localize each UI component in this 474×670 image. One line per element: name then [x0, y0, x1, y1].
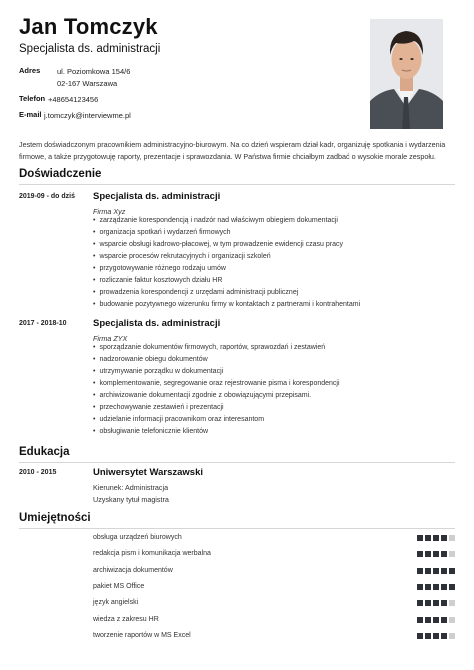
- skill-name: język angielski: [93, 599, 139, 607]
- skill-dot-filled: [433, 600, 439, 606]
- skill-dot-filled: [449, 568, 455, 574]
- skill-dot-empty: [449, 535, 455, 541]
- job-duties-list: [93, 215, 360, 311]
- skill-dot-filled: [425, 551, 431, 557]
- skill-name: tworzenie raportów w MS Excel: [93, 631, 191, 639]
- skill-dot-filled: [433, 568, 439, 574]
- skill-dot-filled: [425, 535, 431, 541]
- list-item: • sporządzanie dokumentów firmowych, raportów, sprawozdań i zestawień: [93, 342, 340, 354]
- skill-dot-filled: [417, 600, 423, 606]
- skill-dot-filled: [441, 568, 447, 574]
- list-item: • przechowywanie zestawień i prezentacji: [93, 402, 340, 414]
- skill-dot-filled: [425, 600, 431, 606]
- job-duties-list: [93, 342, 340, 438]
- skill-dot-filled: [417, 584, 423, 590]
- skill-dot-filled: [449, 584, 455, 590]
- education-field: Kierunek: Administracja: [93, 483, 169, 492]
- skill-dot-empty: [449, 633, 455, 639]
- profile-photo: [370, 19, 443, 129]
- skill-dot-filled: [425, 584, 431, 590]
- list-item: • udzielanie informacji pracownikom oraz interesantom: [93, 414, 340, 426]
- skill-dot-empty: [449, 600, 455, 606]
- job-company: Firma ZYX: [93, 334, 128, 343]
- skill-dot-filled: [441, 633, 447, 639]
- job-title: Specjalista ds. administracji: [93, 191, 221, 202]
- list-item: • nadzorowanie obiegu dokumentów: [93, 354, 340, 366]
- skill-dot-filled: [417, 568, 423, 574]
- list-item: • obsługiwanie telefonicznie klientów: [93, 426, 340, 438]
- skill-dot-filled: [417, 633, 423, 639]
- divider: [19, 462, 455, 463]
- skill-dot-filled: [441, 617, 447, 623]
- list-item: • przygotowywanie różnego rodzaju umów: [93, 263, 360, 275]
- job-title: Specjalista ds. administracji: [93, 318, 221, 329]
- divider: [19, 184, 455, 185]
- skill-row: [93, 532, 455, 548]
- skill-row: [93, 581, 455, 597]
- skill-level-rating: [415, 551, 455, 557]
- skill-dot-filled: [425, 568, 431, 574]
- skill-level-rating: [415, 600, 455, 606]
- candidate-name: Jan Tomczyk: [19, 14, 158, 39]
- skill-row: [93, 597, 455, 613]
- skill-dot-filled: [433, 633, 439, 639]
- job-company: Firma Xyz: [93, 207, 126, 216]
- email-value[interactable]: j.tomczyk@interviewme.pl: [44, 111, 131, 120]
- skill-dot-filled: [417, 617, 423, 623]
- list-item: • utrzymywanie porządku w dokumentacji: [93, 366, 340, 378]
- job-date: 2019-09 - do dziś: [19, 193, 76, 200]
- skill-dot-filled: [441, 600, 447, 606]
- skill-dot-filled: [433, 617, 439, 623]
- skill-dot-filled: [417, 535, 423, 541]
- skill-level-rating: [415, 584, 455, 590]
- skill-name: pakiet MS Office: [93, 582, 145, 590]
- skill-level-rating: [415, 617, 455, 623]
- candidate-title: Specjalista ds. administracji: [19, 43, 161, 55]
- address-line-1: ul. Poziomkowa 154/6: [57, 67, 131, 76]
- skill-level-rating: [415, 633, 455, 639]
- experience-heading: Doświadczenie: [19, 168, 102, 180]
- list-item: • komplementowanie, segregowanie oraz rejestrowanie pisma i korespondencji: [93, 378, 340, 390]
- email-label: E-mail: [19, 110, 42, 119]
- skill-dot-filled: [433, 584, 439, 590]
- skills-heading: Umiejętności: [19, 512, 91, 524]
- phone-label: Telefon: [19, 94, 46, 103]
- skill-dot-empty: [449, 551, 455, 557]
- education-date: 2010 - 2015: [19, 469, 57, 476]
- skill-dot-filled: [441, 584, 447, 590]
- skill-dot-filled: [417, 551, 423, 557]
- list-item: • rozliczanie faktur kosztowych działu HR: [93, 275, 360, 287]
- skill-row: [93, 614, 455, 630]
- skill-dot-filled: [441, 551, 447, 557]
- divider: [19, 528, 455, 529]
- skill-row: [93, 565, 455, 581]
- skill-dot-filled: [425, 617, 431, 623]
- education-degree: Uzyskany tytuł magistra: [93, 495, 169, 504]
- skill-level-rating: [415, 535, 455, 541]
- list-item: • wsparcie obsługi kadrowo-płacowej, w tym prowadzenie ewidencji czasu pracy: [93, 239, 360, 251]
- list-item: • wsparcie procesów rekrutacyjnych i organizacji szkoleń: [93, 251, 360, 263]
- address-label: Adres: [19, 66, 41, 75]
- list-item: • prowadzenia korespondencji z urzędami administracji publicznej: [93, 287, 360, 299]
- education-heading: Edukacja: [19, 446, 70, 458]
- phone-value: +48654123456: [48, 95, 99, 104]
- skill-dot-empty: [449, 617, 455, 623]
- skill-dot-filled: [433, 551, 439, 557]
- skill-row: [93, 630, 455, 646]
- skill-dot-filled: [433, 535, 439, 541]
- skill-dot-filled: [441, 535, 447, 541]
- skill-name: obsługa urządzeń biurowych: [93, 534, 182, 541]
- skill-name: wiedza z zakresu HR: [93, 615, 159, 623]
- list-item: • zarządzanie korespondencją i nadzór nad właściwym obiegiem dokumentacji: [93, 215, 360, 227]
- job-date: 2017 - 2018-10: [19, 320, 67, 327]
- profile-summary: Jestem doświadczonym pracownikiem administracyjno-biurowym. Na co dzień wspieram dział kadr, organizuję spotkania i wydarzenia firmowe, a także przygotowuję raporty, prezentacje i sprawozdania. W Państwa firmie chciałbym zadbać o wysokie morale zespołu.: [19, 140, 446, 161]
- skill-name: archiwizacja dokumentów: [93, 566, 173, 574]
- skill-dot-filled: [425, 633, 431, 639]
- list-item: • organizacja spotkań i wydarzeń firmowych: [93, 227, 360, 239]
- education-school: Uniwersytet Warszawski: [93, 467, 203, 478]
- address-line-2: 02-167 Warszawa: [57, 79, 118, 88]
- skill-name: redakcja pism i komunikacja werbalna: [93, 550, 211, 558]
- skill-row: [93, 548, 455, 564]
- list-item: • budowanie pozytywnego wizerunku firmy w kontaktach z partnerami i kontrahentami: [93, 299, 360, 311]
- skill-level-rating: [415, 568, 455, 574]
- list-item: • archiwizowanie dokumentacji zgodnie z obowiązującymi przepisami.: [93, 390, 340, 402]
